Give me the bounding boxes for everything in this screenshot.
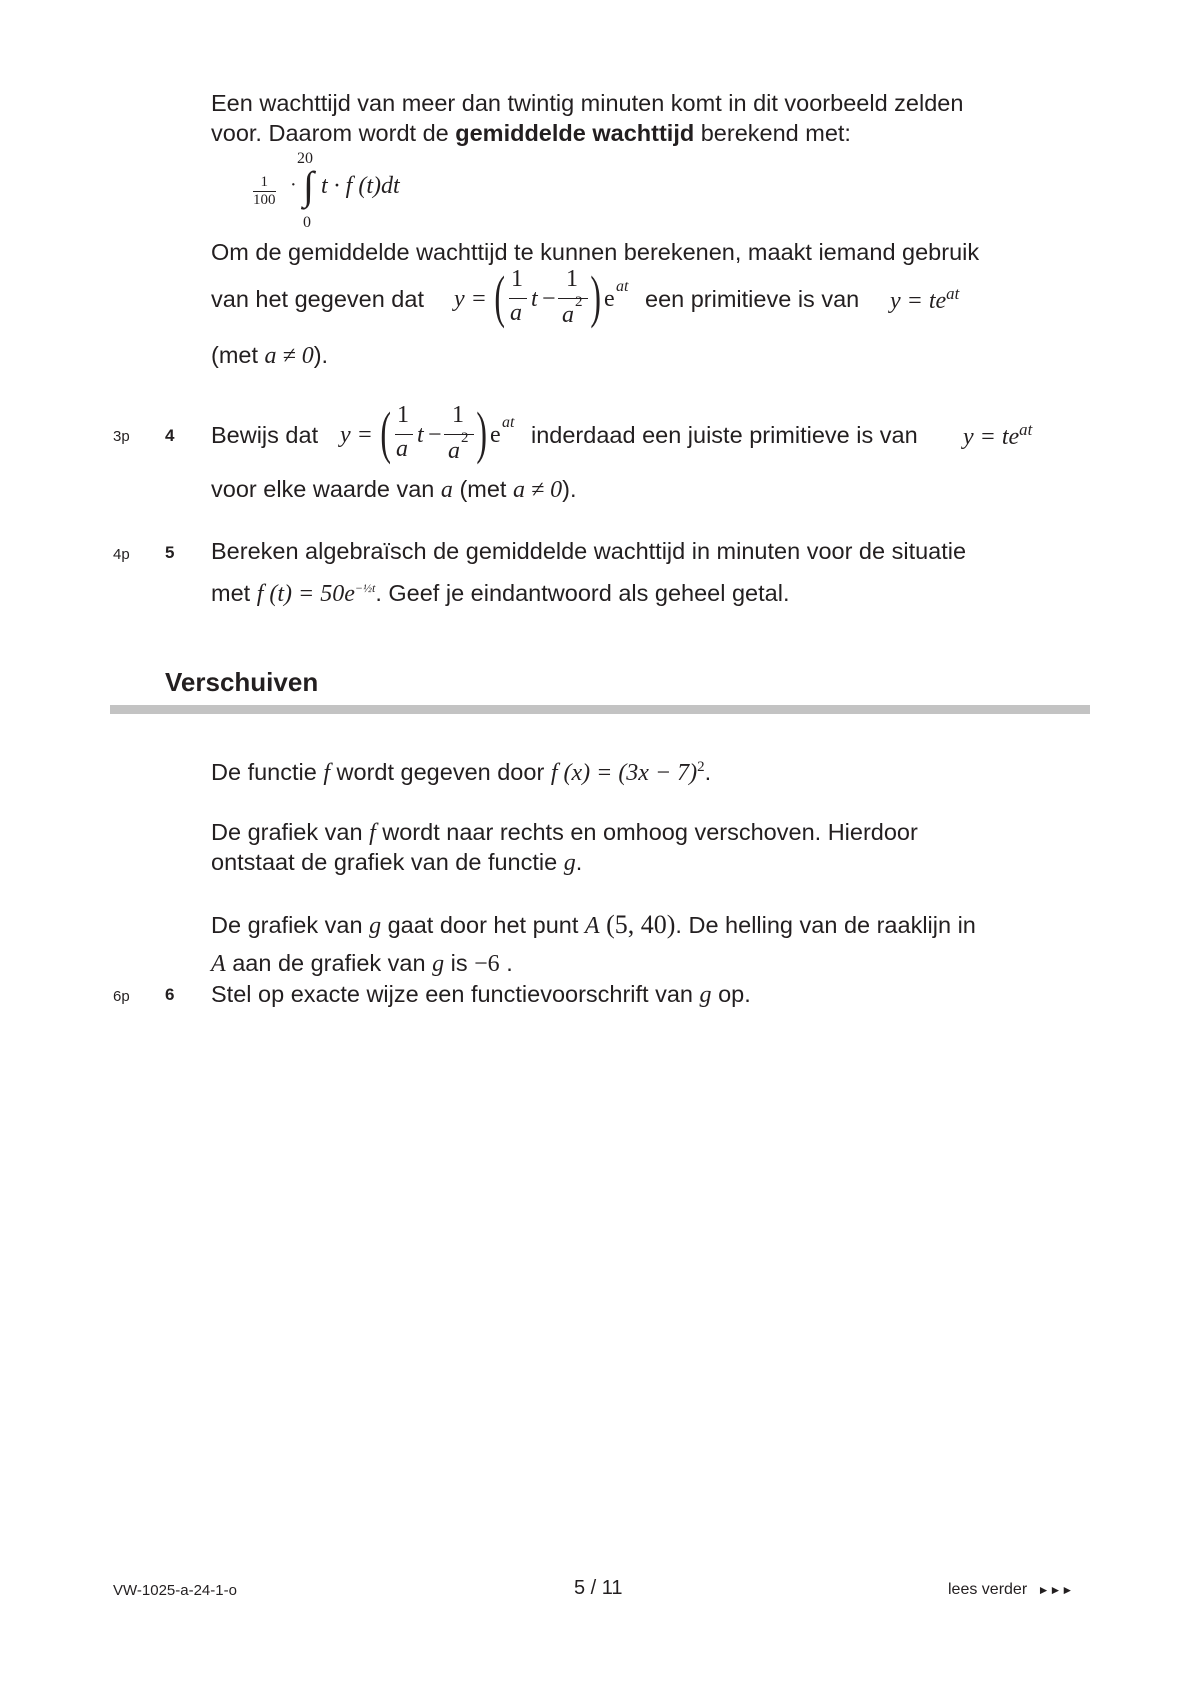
footer-exam-code: VW-1025-a-24-1-o — [113, 1582, 237, 1599]
question-5-line-2: met f $(t) = 50e^{-\frac{1}{2}t}$. Geef je eindantwoord als geheel getal. — [211, 579, 790, 607]
question-4-formula: y = ( 1 a t − 1 a 2 ) e at — [340, 400, 515, 465]
question-6-points: 6p — [113, 988, 130, 1005]
integral-sign: ∫ — [303, 163, 314, 208]
question-4-target: $y = te^{at}$ — [963, 420, 1033, 450]
intro-line-2: voor. Daarom wordt de gemiddelde wachttijd berekend met: — [211, 120, 851, 146]
section-p3-line-2: A aan de grafiek van g is −6 . — [211, 950, 513, 977]
integral-formula: $\frac{1}{100}$ · 20 ∫ 0 t · f (t)dt — [253, 150, 400, 231]
section-p2-line-1: De grafiek van f wordt naar rechts en omhoog verschoven. Hierdoor — [211, 819, 918, 846]
intro-para2-line-2-mid: een primitieve is van — [645, 286, 860, 312]
question-4-line-1-mid: inderdaad een juiste primitieve is van — [531, 422, 918, 448]
section-title: Verschuiven — [165, 667, 319, 697]
question-6-line-1: Stel op exacte wijze een functievoorschrift van g op. — [211, 981, 751, 1008]
section-p1: De functie f wordt gegeven door f $(x) = (3x - 7)^2$. — [211, 758, 712, 786]
primitive-target: $y = te^{at}$ — [890, 284, 960, 314]
question-4-number: 4 — [165, 426, 175, 445]
question-5-points: 4p — [113, 546, 130, 563]
question-5-line-1: Bereken algebraïsch de gemiddelde wachttijd in minuten voor de situatie — [211, 538, 967, 564]
question-5-number: 5 — [165, 543, 175, 562]
intro-para2-line-2-text: van het gegeven dat — [211, 286, 424, 312]
question-4-points: 3p — [113, 428, 130, 445]
coefficient-fraction: $\frac{1}{100}$ — [253, 174, 276, 208]
term-gemiddelde-wachttijd: gemiddelde wachttijd — [455, 120, 695, 146]
question-6-number: 6 — [165, 985, 175, 1004]
point-coordinates: (5, 40) — [606, 910, 676, 939]
integrand: t · f (t)dt — [321, 173, 400, 199]
question-4-line-2: voor elke waarde van a (met a ≠ 0). — [211, 476, 577, 503]
question-4-line-1-text: Bewijs dat — [211, 422, 319, 448]
next-arrows-icon: ►►► — [1037, 1583, 1074, 1597]
footer-page-number: 5 / 11 — [574, 1577, 623, 1599]
upper-limit: 20 — [297, 150, 313, 167]
section-p3-line-1: De grafiek van g gaat door het punt A (5, 40). De helling van de raaklijn in — [211, 910, 976, 939]
intro-para2-line-3: (met a ≠ 0). — [211, 342, 329, 369]
lower-limit: 0 — [303, 214, 311, 231]
section-p2-line-2: ontstaat de grafiek van de functie g. — [211, 849, 583, 876]
section-divider — [110, 705, 1090, 714]
primitive-formula: y = ( 1 a t − 1 a 2 ) e at — [454, 264, 629, 329]
intro-para2-line-1: Om de gemiddelde wachttijd te kunnen berekenen, maakt iemand gebruik — [211, 239, 980, 265]
intro-line-1: Een wachttijd van meer dan twintig minuten komt in dit voorbeeld zelden — [211, 90, 964, 116]
footer-next: lees verder ►►► — [948, 1581, 1074, 1598]
